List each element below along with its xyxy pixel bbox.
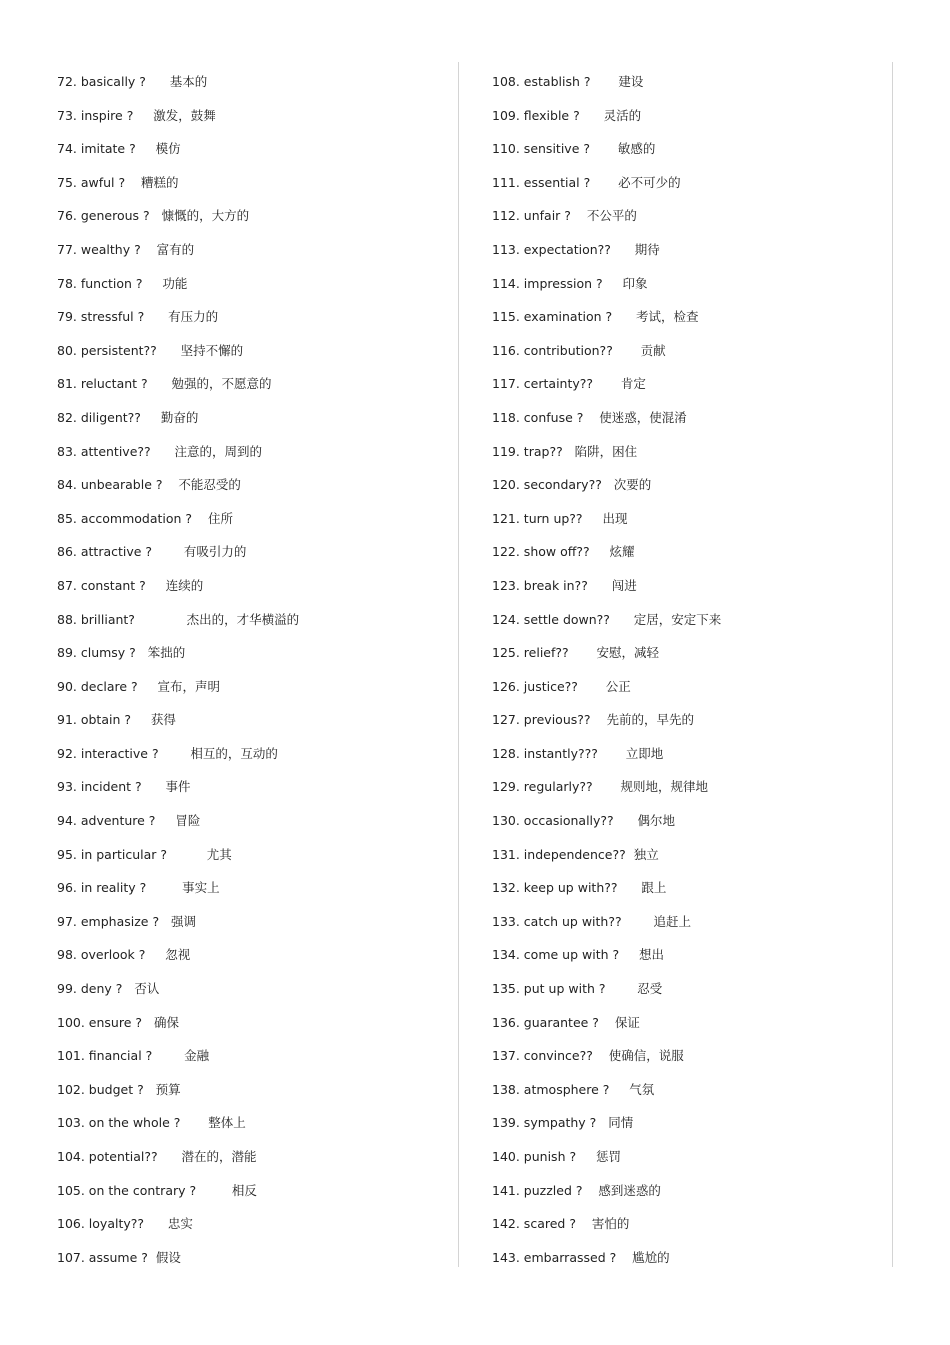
vocab-gap [609, 1080, 629, 1100]
vocab-definition: 事实上 [182, 880, 220, 896]
vocab-definition: 先前的，早先的 [606, 712, 694, 728]
vocab-term: 127. previous?? [492, 712, 591, 728]
vocab-entry [57, 576, 477, 610]
vocab-gap [159, 744, 191, 764]
vocab-gap [602, 475, 614, 495]
vocab-entry [492, 442, 912, 476]
vocab-term: 95. in particular ? [57, 846, 168, 862]
vocab-gap [122, 979, 134, 999]
vocab-gap [180, 1113, 208, 1133]
vocab-definition: 功能 [162, 275, 188, 291]
vocab-entry [57, 408, 477, 442]
vocab-entry [492, 878, 912, 912]
vocab-gap [196, 1181, 232, 1201]
vocab-entry [492, 1248, 912, 1282]
vocab-definition: 陷阱，困住 [574, 443, 638, 459]
vocab-definition: 次要的 [613, 477, 652, 493]
vocab-definition: 笨拙的 [147, 645, 186, 661]
vocab-definition: 想出 [639, 947, 665, 963]
vocab-gap [146, 576, 166, 596]
vocab-entry [492, 811, 912, 845]
vocab-gap [618, 878, 642, 898]
vocab-term: 109. flexible ? [492, 107, 580, 123]
vocab-entry [492, 1113, 912, 1147]
vocab-term: 80. persistent?? [57, 342, 157, 358]
vocab-definition: 强调 [171, 913, 197, 929]
vocab-gap [590, 173, 618, 193]
vocab-definition: 不公平的 [586, 208, 637, 224]
vocab-definition: 公正 [605, 678, 631, 694]
vocab-entry [492, 945, 912, 979]
vocab-gap [590, 542, 610, 562]
vocab-gap [626, 845, 634, 865]
vocab-definition: 保证 [614, 1014, 640, 1030]
vocab-term: 111. essential ? [492, 174, 591, 190]
vocab-entry [492, 475, 912, 509]
vocab-gap [148, 374, 172, 394]
vocab-term: 77. wealthy ? [57, 241, 141, 257]
vocab-definition: 害怕的 [591, 1216, 630, 1232]
vocab-definition: 贡献 [640, 342, 666, 358]
vocab-entry [492, 912, 912, 946]
vocab-term: 83. attentive?? [57, 443, 151, 459]
vocab-gap [590, 139, 618, 159]
vocab-term: 89. clumsy ? [57, 645, 136, 661]
vocab-term: 88. brilliant? [57, 611, 135, 627]
vocab-definition: 考试，检查 [635, 309, 699, 325]
vocab-term: 135. put up with ? [492, 981, 606, 997]
vocab-term: 121. turn up?? [492, 510, 583, 526]
vocab-term: 118. confuse ? [492, 409, 584, 425]
vocab-term: 86. attractive ? [57, 544, 153, 560]
vocab-term: 143. embarrassed ? [492, 1249, 617, 1265]
vocab-definition: 勤奋的 [160, 409, 199, 425]
vocab-definition: 灵活的 [603, 107, 642, 123]
vocab-entry [57, 811, 477, 845]
vocab-term: 114. impression ? [492, 275, 603, 291]
vocab-definition: 忽视 [165, 947, 191, 963]
vocab-definition: 必不可少的 [618, 174, 681, 190]
vocab-gap [599, 1013, 615, 1033]
vocab-term: 102. budget ? [57, 1081, 144, 1097]
vocab-gap [136, 643, 148, 663]
vocab-definition: 相反 [231, 1182, 257, 1198]
vocab-term: 73. inspire ? [57, 107, 134, 123]
vocab-entry [57, 542, 477, 576]
vocab-definition: 否认 [134, 981, 160, 997]
vocab-definition: 跟上 [641, 880, 667, 896]
vocab-term: 132. keep up with?? [492, 880, 618, 896]
vocab-definition: 相互的，互动的 [190, 745, 278, 761]
vocab-term: 123. break in?? [492, 577, 588, 593]
vocab-gap [136, 139, 156, 159]
vocab-definition: 同情 [608, 1115, 634, 1131]
vocab-entry [492, 1080, 912, 1114]
vocab-gap [152, 1046, 184, 1066]
vocab-term: 133. catch up with?? [492, 913, 622, 929]
vocab-entry [57, 845, 477, 879]
vocab-definition: 忍受 [637, 981, 663, 997]
vocab-term: 115. examination ? [492, 309, 613, 325]
vocab-gap [138, 677, 158, 697]
vocab-entry [57, 206, 477, 240]
vocab-term: 129. regularly?? [492, 779, 593, 795]
vocab-gap [622, 912, 654, 932]
vocab-entry [57, 677, 477, 711]
vocab-gap [144, 307, 168, 327]
vocab-entry [492, 173, 912, 207]
vocab-gap [133, 106, 153, 126]
vocab-gap [192, 509, 208, 529]
vocab-definition: 闯进 [611, 577, 637, 593]
vocab-definition: 追赶上 [653, 913, 691, 929]
vocab-definition: 潜在的，潜能 [181, 1149, 257, 1164]
vocab-entry [492, 710, 912, 744]
vocab-definition: 杰出的，才华横溢的 [186, 611, 300, 627]
vocab-term: 105. on the contrary ? [57, 1182, 197, 1198]
vocab-definition: 建设 [618, 74, 644, 89]
vocab-term: 90. declare ? [57, 678, 138, 694]
vocab-entry [57, 1214, 477, 1248]
vocab-definition: 激发，鼓舞 [153, 107, 216, 123]
vocab-term: 110. sensitive ? [492, 141, 590, 157]
vocab-term: 119. trap?? [492, 443, 563, 459]
vocab-gap [167, 845, 207, 865]
vocab-gap [611, 240, 635, 260]
vocab-term: 142. scared ? [492, 1216, 576, 1232]
vocab-term: 94. adventure ? [57, 813, 156, 829]
vocab-definition: 尴尬的 [632, 1249, 670, 1265]
vocab-gap [593, 1046, 609, 1066]
vocab-definition: 惩罚 [595, 1149, 621, 1164]
vocab-gap [583, 509, 603, 529]
vocab-entry [57, 1181, 477, 1215]
vocab-definition: 肯定 [620, 376, 646, 392]
vocab-term: 78. function ? [57, 275, 143, 291]
vocab-definition: 金融 [184, 1048, 210, 1064]
vocab-definition: 独立 [633, 846, 659, 862]
vocab-gap [141, 408, 161, 428]
vocab-term: 138. atmosphere ? [492, 1081, 610, 1097]
vocab-definition: 尤其 [206, 846, 232, 862]
vocab-gap [576, 1214, 592, 1234]
vocab-entry [57, 1248, 477, 1282]
vocab-definition: 印象 [622, 275, 648, 291]
vocab-entry [492, 1214, 912, 1248]
vocab-definition: 预算 [155, 1081, 181, 1097]
vocab-gap [141, 240, 157, 260]
vocab-entry [57, 307, 477, 341]
vocab-gap [125, 173, 141, 193]
vocab-gap [593, 777, 621, 797]
vocab-term: 131. independence?? [492, 846, 626, 862]
vocab-definition: 注意的，周到的 [174, 443, 263, 459]
vocab-term: 140. punish ? [492, 1149, 577, 1164]
vocab-term: 96. in reality ? [57, 880, 147, 896]
vocab-column-left [57, 72, 477, 1281]
vocab-definition: 感到迷惑的 [598, 1182, 661, 1198]
vocab-definition: 立即地 [625, 745, 664, 761]
vocab-definition: 住所 [207, 510, 233, 526]
vocab-entry [492, 1147, 912, 1181]
vocab-term: 125. relief?? [492, 645, 569, 661]
vocab-gap [143, 274, 163, 294]
vocab-entry [492, 341, 912, 375]
vocab-definition: 宣布，声明 [157, 678, 221, 694]
vocab-gap [606, 979, 638, 999]
vocab-entry [57, 979, 477, 1013]
vocab-entry [57, 1046, 477, 1080]
vocab-gap [158, 1147, 182, 1167]
vocab-term: 74. imitate ? [57, 141, 136, 157]
vocab-definition: 忠实 [167, 1216, 193, 1232]
vocab-gap [145, 945, 165, 965]
vocab-gap [580, 106, 604, 126]
vocab-entry [57, 1080, 477, 1114]
vocab-definition: 使确信，说服 [608, 1048, 684, 1064]
vocab-term: 126. justice?? [492, 678, 578, 694]
vocab-entry [57, 643, 477, 677]
vocab-definition: 连续的 [165, 577, 204, 593]
vocab-definition: 规则地，规律地 [620, 779, 708, 795]
vocab-definition: 气氛 [629, 1081, 655, 1097]
vocab-gap [155, 811, 175, 831]
vocab-entry [57, 139, 477, 173]
vocab-term: 104. potential?? [57, 1149, 158, 1164]
vocab-gap [619, 945, 639, 965]
vocab-gap [144, 1080, 156, 1100]
vocab-term: 79. stressful ? [57, 309, 145, 325]
vocab-entry [57, 1013, 477, 1047]
vocab-definition: 坚持不懈的 [180, 342, 244, 358]
vocab-definition: 基本的 [169, 74, 208, 89]
vocab-entry [57, 475, 477, 509]
vocab-gap [146, 878, 182, 898]
vocab-entry [492, 542, 912, 576]
vocab-gap [593, 374, 621, 394]
vocab-definition: 不能忍受的 [178, 477, 241, 493]
vocab-gap [131, 710, 151, 730]
vocab-definition: 期待 [634, 241, 660, 257]
vocab-term: 117. certainty?? [492, 376, 594, 392]
vocab-term: 107. assume ? [57, 1249, 148, 1265]
vocab-gap [159, 912, 171, 932]
vocab-definition: 有吸引力的 [183, 544, 247, 560]
vocab-entry [492, 979, 912, 1013]
vocab-column-right [492, 72, 912, 1281]
vocab-entry [492, 610, 912, 644]
vocab-entry [57, 744, 477, 778]
vocab-gap [591, 710, 607, 730]
vocab-entry [57, 72, 477, 106]
vocab-entry [492, 777, 912, 811]
vocab-definition: 出现 [602, 510, 628, 526]
vocab-definition: 定居，安定下来 [633, 611, 722, 627]
vocab-definition: 有压力的 [168, 309, 219, 325]
vocab-definition: 模仿 [155, 141, 181, 157]
vocab-gap [571, 206, 587, 226]
vocab-entry [492, 106, 912, 140]
vocab-gap [135, 610, 187, 630]
vocab-term: 100. ensure ? [57, 1014, 143, 1030]
vocab-definition: 勉强的，不愿意的 [171, 376, 272, 392]
vocab-term: 113. expectation?? [492, 241, 611, 257]
vocab-gap [612, 307, 636, 327]
vocab-term: 84. unbearable ? [57, 477, 163, 493]
vocab-entry [57, 509, 477, 543]
vocab-term: 81. reluctant ? [57, 376, 148, 392]
vocab-entry [57, 878, 477, 912]
vocab-gap [613, 341, 641, 361]
vocab-entry [492, 677, 912, 711]
vocab-gap [610, 610, 634, 630]
vocab-entry [492, 1013, 912, 1047]
vocab-entry [57, 945, 477, 979]
vocab-entry [492, 1181, 912, 1215]
vocab-entry [492, 374, 912, 408]
vocab-term: 141. puzzled ? [492, 1182, 583, 1198]
vocab-gap [148, 1248, 156, 1268]
vocab-definition: 假设 [155, 1249, 181, 1265]
vocab-gap [588, 576, 612, 596]
vocab-term: 116. contribution?? [492, 342, 613, 358]
vocab-entry [57, 240, 477, 274]
vocab-term: 101. financial ? [57, 1048, 153, 1064]
vocab-term: 99. deny ? [57, 981, 123, 997]
vocab-term: 97. emphasize ? [57, 913, 160, 929]
vocab-term: 134. come up with ? [492, 947, 620, 963]
vocab-gap [151, 442, 175, 462]
vocab-entry [57, 274, 477, 308]
vocab-definition: 偶尔地 [637, 813, 676, 829]
vocab-entry [57, 442, 477, 476]
vocab-gap [614, 811, 638, 831]
vocab-entry [57, 610, 477, 644]
vocab-gap [576, 1147, 596, 1167]
vocab-term: 139. sympathy ? [492, 1115, 597, 1131]
vocab-entry [57, 106, 477, 140]
vocab-definition: 获得 [150, 712, 176, 728]
vocab-entry [492, 408, 912, 442]
vocab-term: 85. accommodation ? [57, 510, 193, 526]
vocab-entry [492, 72, 912, 106]
vocab-gap [616, 1248, 632, 1268]
vocab-entry [57, 374, 477, 408]
vocab-term: 128. instantly??? [492, 745, 598, 761]
vocab-definition: 整体上 [208, 1115, 246, 1131]
vocab-term: 108. establish ? [492, 74, 591, 89]
vocab-term: 93. incident ? [57, 779, 142, 795]
vocab-entry [57, 1113, 477, 1147]
vocab-gap [152, 542, 184, 562]
vocab-entry [57, 777, 477, 811]
vocab-term: 136. guarantee ? [492, 1014, 599, 1030]
vocab-gap [142, 1013, 154, 1033]
vocab-entry [492, 274, 912, 308]
vocab-entry [492, 307, 912, 341]
vocab-gap [569, 643, 597, 663]
vocab-definition: 富有的 [156, 241, 195, 257]
vocab-gap [150, 206, 162, 226]
vocab-entry [492, 1046, 912, 1080]
vocab-gap [603, 274, 623, 294]
vocab-term: 98. overlook ? [57, 947, 146, 963]
vocab-entry [57, 341, 477, 375]
vocab-entry [492, 139, 912, 173]
vocab-definition: 慷慨的，大方的 [161, 208, 250, 224]
vocab-gap [144, 1214, 168, 1234]
vocab-term: 75. awful ? [57, 174, 126, 190]
vocab-term: 87. constant ? [57, 577, 146, 593]
vocab-term: 122. show off?? [492, 544, 590, 560]
vocab-gap [157, 341, 181, 361]
vocab-definition: 事件 [165, 779, 191, 795]
vocab-definition: 使迷惑，使混淆 [599, 409, 687, 425]
vocab-entry [492, 576, 912, 610]
vocab-entry [57, 173, 477, 207]
vocab-gap [578, 677, 606, 697]
vocab-definition: 敏感的 [617, 141, 656, 157]
vocab-gap [142, 777, 166, 797]
vocab-gap [146, 72, 170, 92]
vocab-gap [598, 744, 626, 764]
vocab-entry [492, 744, 912, 778]
vocab-term: 91. obtain ? [57, 712, 131, 728]
vocab-term: 82. diligent?? [57, 409, 141, 425]
vocab-definition: 糟糕的 [141, 174, 179, 190]
vocab-gap [591, 72, 619, 92]
vocab-term: 92. interactive ? [57, 745, 159, 761]
vocab-definition: 冒险 [175, 813, 201, 829]
vocab-term: 103. on the whole ? [57, 1115, 181, 1131]
vocab-term: 72. basically ? [57, 74, 146, 89]
vocab-term: 120. secondary?? [492, 477, 602, 493]
vocab-term: 124. settle down?? [492, 611, 610, 627]
vocab-entry [57, 710, 477, 744]
vocab-term: 137. convince?? [492, 1048, 593, 1064]
vocab-definition: 炫耀 [609, 544, 635, 560]
vocab-entry [492, 845, 912, 879]
vocab-term: 106. loyalty?? [57, 1216, 145, 1232]
vocab-gap [563, 442, 575, 462]
vocab-gap [163, 475, 179, 495]
vocab-gap [583, 408, 599, 428]
vocab-gap [596, 1113, 608, 1133]
vocab-entry [57, 912, 477, 946]
vocab-term: 76. generous ? [57, 208, 150, 224]
vocab-entry [492, 206, 912, 240]
vocab-term: 130. occasionally?? [492, 813, 614, 829]
vocab-definition: 安慰，减轻 [596, 645, 660, 661]
vocab-gap [583, 1181, 599, 1201]
vocab-entry [492, 509, 912, 543]
vocab-entry [492, 240, 912, 274]
vocab-definition: 确保 [153, 1014, 179, 1030]
vocab-term: 112. unfair ? [492, 208, 571, 224]
vocab-entry [492, 643, 912, 677]
vocab-entry [57, 1147, 477, 1181]
